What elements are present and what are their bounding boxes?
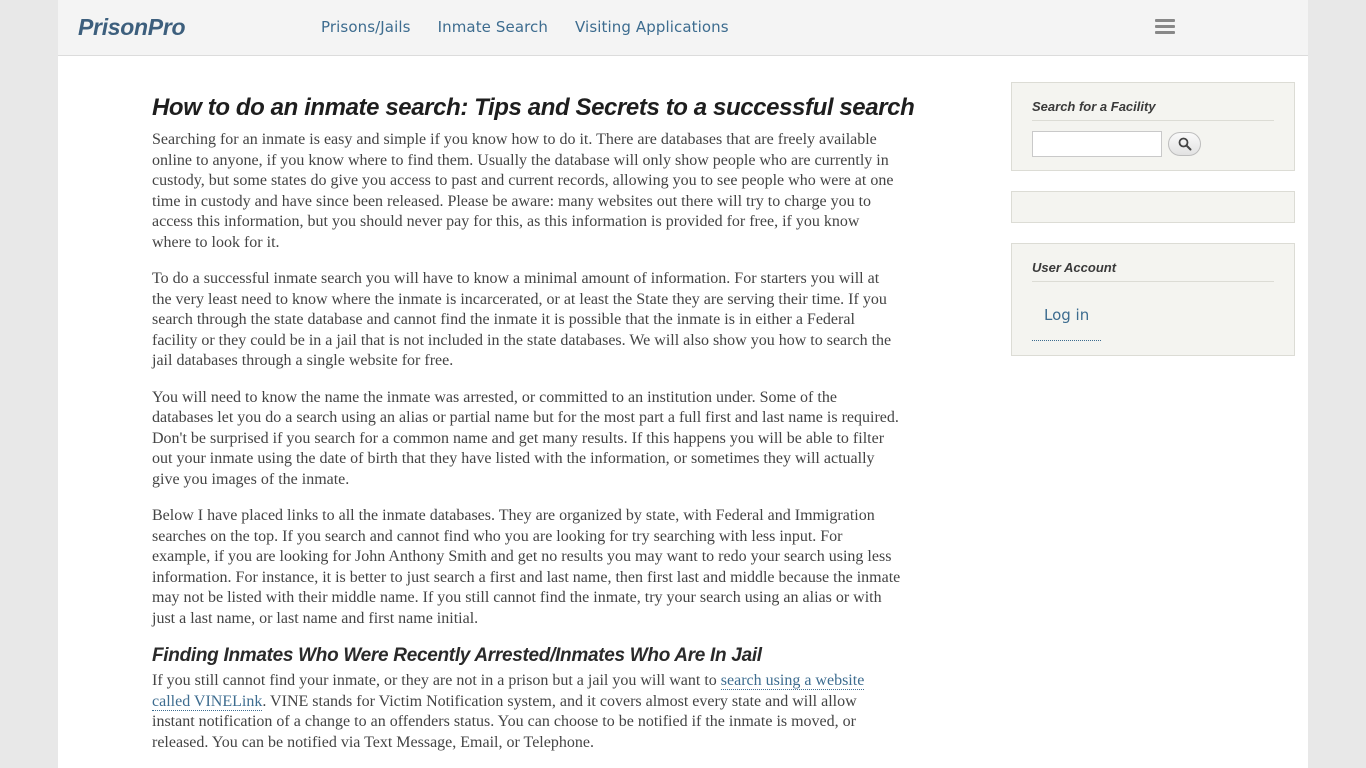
magnifier-icon [1178,137,1192,151]
paragraph-text: . VINE stands for Victim Notification system, and it covers almost every state and will allow instant notification of a change to an offenders status. You can choose to be notified if the inmate is moved, or released. You can be notified via Text Message, Email, or Telephone. [152,692,857,751]
top-navigation-bar [58,0,1308,56]
vinelink-paragraph [152,671,902,753]
article-content [152,90,915,768]
hamburger-menu-icon[interactable] [1155,19,1175,37]
user-account-block [1011,243,1295,356]
login-wrap [1012,282,1294,355]
page-title: How to do an inmate search: Tips and Secrets to a successful search [152,94,915,121]
paragraph-text: If you still cannot find your inmate, or they are not in a prison but a jail you will want to [152,672,721,689]
article-paragraph: Searching for an inmate is easy and simple if you know how to do it. There are databases that are freely available online to anyone, if you know where to find them. Usually the database will only show people who are currently in custody, but some states do give you access to past and current records, allowing you to see people who were at one time in custody and have since been released. Please be aware: many websites out there will try to charge you to access this information, but you should never pay for this, as this information is provided for free, if you know where to look for it. [152,131,894,251]
nav-visiting-applications[interactable]: Visiting Applications [575,18,729,36]
vinelink-link[interactable]: search using a website called VINELink [152,672,865,710]
login-link[interactable]: Log in [1032,306,1101,341]
article-paragraph: You will need to know the name the inmate was arrested, or committed to an institution under. Some of the databases let you do a search using an alias or partial name but for the most part a full first and last name is required. Don't be surprised if you search for a common name and get many results. If this happens you will be able to filter out your inmate using the date of birth that they have listed with the information, or sometimes they will actually give you images of the inmate. [152,388,899,488]
article-paragraph: Below I have placed links to all the inmate databases. They are organized by state, with Federal and Immigration searches on the top. If you search and cannot find who you are looking for try searching with less input. For example, if you are looking for John Anthony Smith and get no results you may want to redo your search using less information. For instance, it is better to just search a first and last name, then first last and middle because the inmate may not be listed with their middle name. If you still cannot find the inmate, try your search using an alias or with just a last name, or last name and first name initial. [152,507,901,627]
section-heading: Finding Inmates Who Were Recently Arrested/Inmates Who Are In Jail [152,645,762,666]
user-account-title: User Account [1032,244,1274,282]
article-paragraph: To do a successful inmate search you will have to know a minimal amount of information. For starters you will at the very least need to know where the inmate is incarcerated, or at least the State they are serving their time. If you search through the state database and cannot find the inmate it is possible that the inmate is in either a Federal facility or they could be in a jail that is not included in the state databases. We will also show you how to search the jail databases through a single website for free. [152,270,892,369]
sidebar [1011,82,1295,376]
site-logo[interactable]: PrisonPro [78,14,186,40]
main-nav [321,18,729,36]
nav-prisons-jails[interactable]: Prisons/Jails [321,18,411,36]
empty-sidebar-block [1011,191,1295,223]
facility-search-input[interactable] [1032,131,1162,157]
facility-search-title: Search for a Facility [1032,83,1274,121]
nav-inmate-search[interactable]: Inmate Search [437,18,549,36]
facility-search-block [1011,82,1295,171]
facility-search-button[interactable] [1168,132,1201,156]
search-row [1012,121,1294,170]
page [58,0,1308,768]
